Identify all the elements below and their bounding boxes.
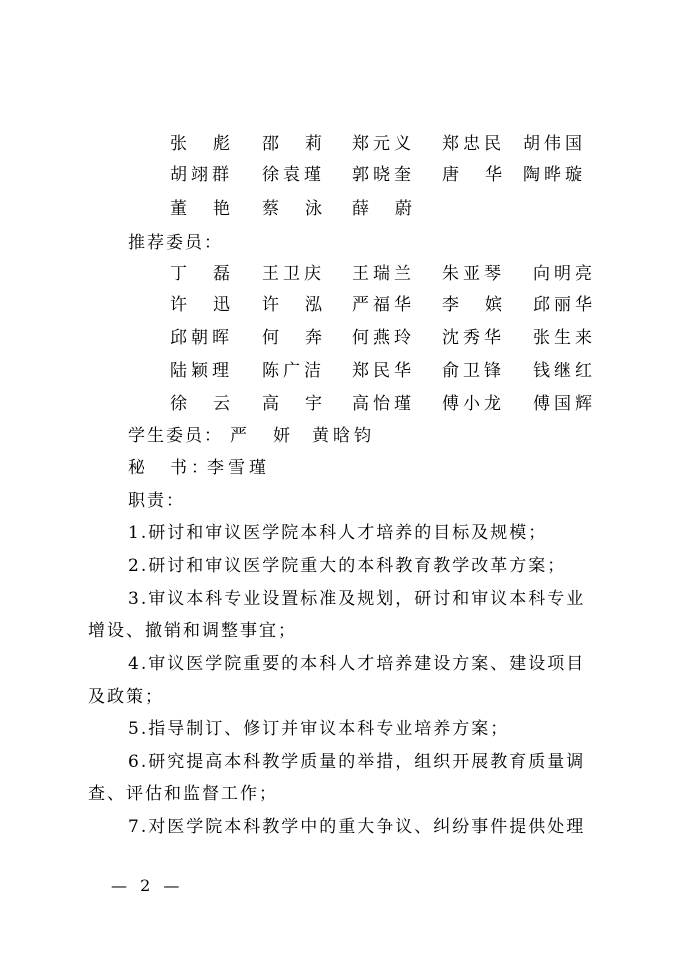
- member-name: 钱继红: [533, 361, 596, 381]
- member-name: 胡翊群: [170, 165, 233, 185]
- member-row: [0, 199, 692, 219]
- member-name: 徐云: [170, 394, 256, 414]
- member-name: 王瑞兰: [352, 264, 415, 284]
- member-name: 胡伟国: [523, 134, 586, 154]
- member-name: 丁磊: [170, 264, 256, 284]
- member-name: 高怡瑾: [352, 394, 415, 414]
- member-name: 向明亮: [533, 264, 596, 284]
- member-name: 薛蔚: [352, 199, 438, 219]
- member-name: 陆颖理: [170, 361, 233, 381]
- member-row: [0, 134, 692, 154]
- member-name: 何燕玲: [352, 328, 415, 348]
- secretary-name: 李雪瑾: [207, 458, 270, 478]
- duty-item: 4.审议医学院重要的本科人才培养建设方案、建设项目: [128, 654, 586, 674]
- secretary-label: 秘 书：: [128, 458, 212, 478]
- member-name: 董艳: [170, 199, 256, 219]
- member-name: 傅国辉: [533, 394, 596, 414]
- member-name: 朱亚琴: [442, 264, 505, 284]
- member-name: 陶晔璇: [523, 165, 586, 185]
- member-name: 陈广洁: [262, 361, 325, 381]
- duty-item: 1.研讨和审议医学院本科人才培养的目标及规模；: [128, 523, 548, 543]
- member-name: 张生来: [533, 328, 596, 348]
- member-row: [0, 394, 692, 414]
- student-members-line: [0, 426, 692, 446]
- member-name: 许泓: [262, 295, 348, 315]
- member-name: 黄晗钧: [312, 426, 375, 446]
- member-row: [0, 328, 692, 348]
- member-name: 张彪: [170, 134, 256, 154]
- member-name: 严福华: [352, 295, 415, 315]
- member-name: 高宇: [262, 394, 348, 414]
- duty-item: 3.审议本科专业设置标准及规划，研讨和审议本科专业: [128, 589, 586, 609]
- member-name: 何奔: [262, 328, 348, 348]
- member-name: 邱丽华: [533, 295, 596, 315]
- member-name: 王卫庆: [262, 264, 325, 284]
- member-row: [0, 295, 692, 315]
- duties-label: 职责：: [128, 491, 185, 511]
- member-row: [0, 361, 692, 381]
- duty-item: 6.研究提高本科教学质量的举措，组织开展教育质量调: [128, 752, 586, 772]
- member-name: 邵莉: [262, 134, 348, 154]
- duty-item: 2.研讨和审议医学院重大的本科教育教学改革方案；: [128, 556, 567, 576]
- duty-item: 5.指导制订、修订并审议本科专业培养方案；: [128, 719, 510, 739]
- member-name: 郑忠民: [442, 134, 505, 154]
- student-members-label: 学生委员：: [128, 426, 223, 446]
- recommended-members-label: 推荐委员：: [128, 233, 223, 253]
- member-row: [0, 165, 692, 185]
- member-name: 严妍: [230, 426, 316, 446]
- duty-item-continuation: 及政策；: [88, 687, 164, 707]
- member-row: [0, 264, 692, 284]
- member-name: 蔡泳: [262, 199, 348, 219]
- duty-item: 7.对医学院本科教学中的重大争议、纠纷事件提供处理: [128, 817, 586, 837]
- member-name: 郑民华: [352, 361, 415, 381]
- member-name: 许迅: [170, 295, 256, 315]
- member-name: 徐袁瑾: [262, 165, 325, 185]
- duty-item-continuation: 增设、撤销和调整事宜；: [88, 621, 297, 641]
- member-name: 郑元义: [352, 134, 415, 154]
- member-name: 俞卫锋: [442, 361, 505, 381]
- member-name: 邱朝晖: [170, 328, 233, 348]
- member-name: 傅小龙: [442, 394, 505, 414]
- page-number: — 2 —: [111, 876, 184, 895]
- member-name: 李嫔: [442, 295, 528, 315]
- member-name: 沈秀华: [442, 328, 505, 348]
- member-name: 郭晓奎: [352, 165, 415, 185]
- secretary-line: [0, 458, 692, 478]
- member-name: 唐华: [442, 165, 528, 185]
- duty-item-continuation: 查、评估和监督工作；: [88, 784, 278, 804]
